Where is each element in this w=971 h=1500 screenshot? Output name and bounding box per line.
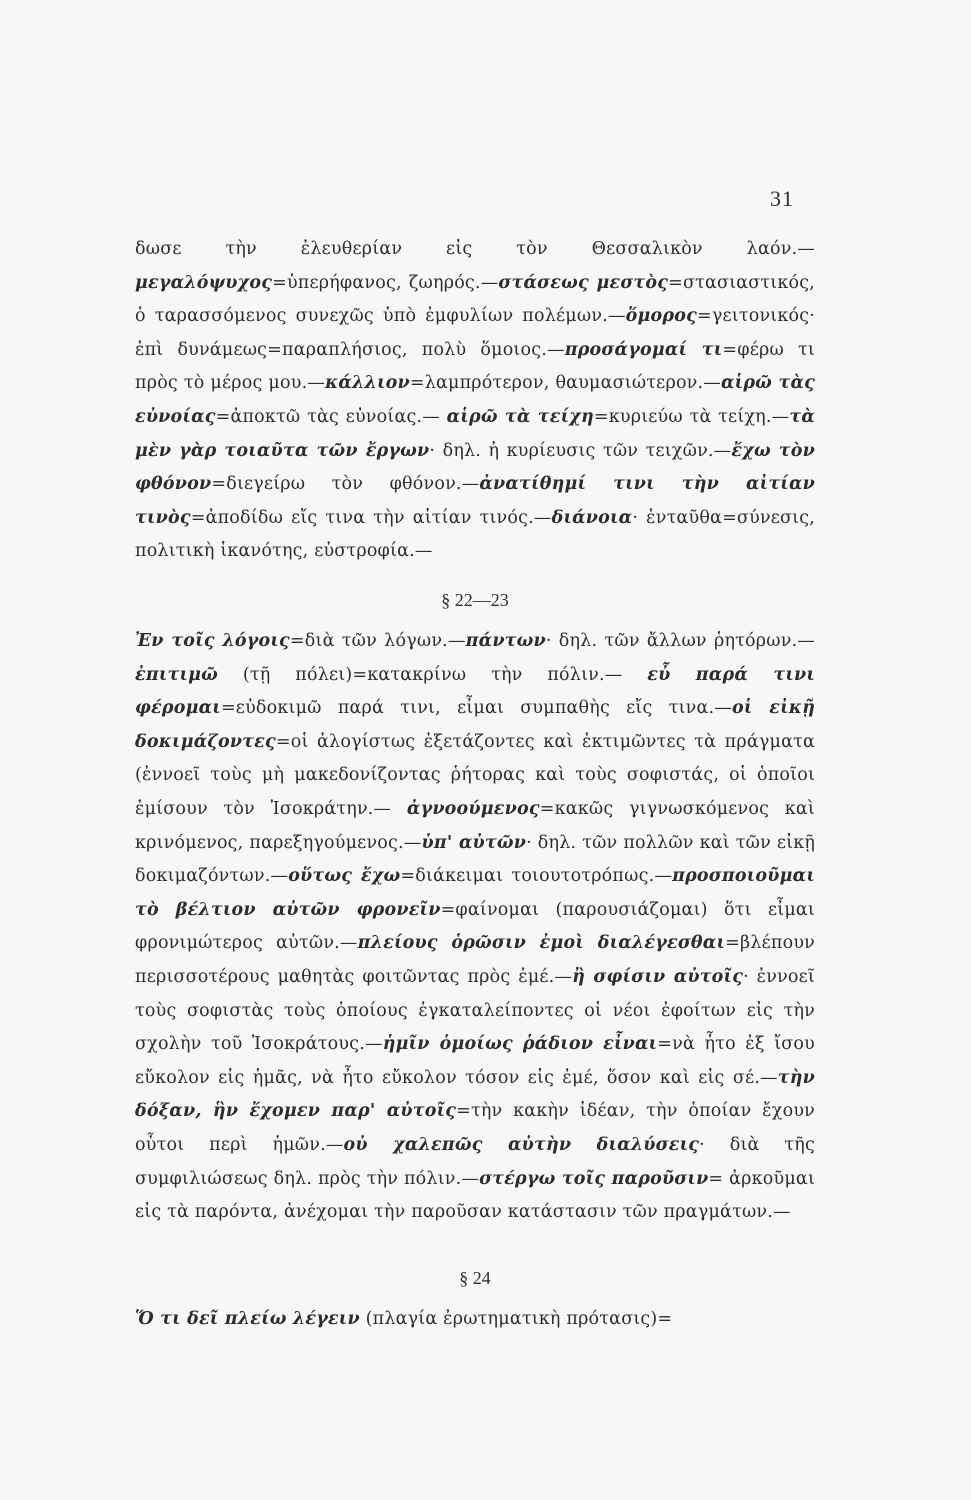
gloss: =ὑπερήφανος, ζωηρός.— bbox=[272, 272, 499, 293]
gloss: · ἐννοεῖ τοὺς σοφιστὰς τοὺς ὁποίους ἐγκαταλείποντες οἱ νέοι ἐφοίτων εἰς τὴν σχολὴν τοῦ Ἰσοκράτους.— bbox=[135, 966, 815, 1055]
lemma: αἱρῶ τὰ τείχη bbox=[446, 406, 594, 427]
gloss: =διὰ τῶν λόγων.— bbox=[289, 631, 466, 651]
lemma: στέργω τοῖς παροῦσιν bbox=[479, 1168, 709, 1189]
lemma: τὰ μὲν γὰρ τοιαῦτα τῶν ἔργων bbox=[135, 406, 815, 461]
lemma: προσάγομαί τι bbox=[564, 339, 723, 360]
gloss: (τῇ πόλει)=κατακρίνω τὴν πόλιν.— bbox=[218, 664, 648, 685]
gloss: =εὐδοκιμῶ παρά τινι, εἶμαι συμπαθὴς εἴς τινα.— bbox=[220, 698, 732, 719]
paragraph-glosses-2 bbox=[135, 625, 815, 1230]
lemma: ἀνατίθημί τινι τὴν αἰτίαν τινὸς bbox=[135, 474, 815, 528]
gloss: =κακῶς γιγνωσκόμενος καὶ κρινόμενος, παρεξηγούμενος.— bbox=[135, 798, 815, 853]
gloss: · διὰ τῆς συμφιλιώσεως δηλ. πρὸς τὴν πόλιν.— bbox=[135, 1134, 815, 1189]
lemma: πάντων bbox=[465, 631, 546, 651]
lemma: οὕτως ἔχω bbox=[288, 866, 401, 887]
lemma: ὑπ' αὐτῶν bbox=[421, 832, 527, 853]
paragraph-glosses-1 bbox=[135, 233, 815, 569]
gloss: =ἀποδίδω εἴς τινα τὴν αἰτίαν τινός.— bbox=[190, 507, 552, 528]
gloss: =φέρω τι πρὸς τὸ μέρος μου.— bbox=[135, 339, 815, 394]
lemma: οὐ χαλεπῶς αὐτὴν διαλύσεις bbox=[343, 1134, 700, 1155]
lemma: ὅμορος bbox=[625, 306, 697, 327]
lemma: ἐπιτιμῶ bbox=[135, 664, 219, 685]
lemma: κάλλιον bbox=[325, 373, 410, 394]
lemma: ἡμῖν ὁμοίως ῥάδιον εἶναι bbox=[382, 1034, 658, 1055]
gloss: =λαμπρότερον, θαυμασιώτερον.— bbox=[409, 373, 721, 394]
gloss: = ἀρκοῦμαι εἰς τὰ παρόντα, ἀνέχομαι τὴν παροῦσαν κατάστασιν τῶν πραγμάτων.— bbox=[135, 1168, 816, 1223]
gloss: =βλέπουν περισσοτέρους μαθητὰς φοιτῶντας πρὸς ἐμέ.— bbox=[135, 933, 815, 987]
lemma: οἱ εἰκῇ δοκιμάζοντες bbox=[135, 698, 815, 752]
gloss: · ἐνταῦθα=σύνεσις, πολιτικὴ ἱκανότης, εὐστροφία.— bbox=[135, 507, 815, 562]
gloss: =φαίνομαι (παρουσιάζομαι) ὅτι εἶμαι φρονιμώτερος αὐτῶν.— bbox=[135, 899, 815, 954]
lemma: τὴν δόξαν, ἣν ἔχομεν παρ' αὐτοῖς bbox=[135, 1067, 815, 1122]
lemma: διάνοια bbox=[551, 507, 633, 528]
gloss: · δηλ. τῶν ἄλλων ῥητόρων.— bbox=[545, 631, 816, 651]
lemma: αἱρῶ τὰς εὐνοίας bbox=[135, 373, 815, 427]
gloss: =οἱ ἀλογίστως ἐξετάζοντες καὶ ἐκτιμῶντες τὰ πράγματα (ἐννοεῖ τοὺς μὴ μακεδονίζοντας ῥήτορας καὶ τοὺς σοφιστάς, οἱ ὁποῖοι ἐμίσουν τὸν Ἰσοκράτην.— bbox=[135, 731, 815, 819]
gloss: δωσε τὴν ἐλευθερίαν εἰς τὸν Θεσσαλικὸν λαόν.— bbox=[135, 239, 815, 259]
page-number: 31 bbox=[770, 186, 794, 211]
lemma: πλείους ὁρῶσιν ἐμοὶ διαλέγεσθαι bbox=[357, 933, 726, 954]
gloss: =ἀποκτῶ τὰς εὐνοίας.— bbox=[215, 406, 447, 427]
lemma: στάσεως μεστὸς bbox=[498, 272, 669, 293]
gloss: =γειτονικός· ἐπὶ δυνάμεως=παραπλήσιος, πολὺ ὅμοιος.— bbox=[135, 306, 815, 360]
lemma: Ἐν τοῖς λόγοις bbox=[135, 631, 290, 651]
gloss: · δηλ. τῶν πολλῶν καὶ τῶν εἰκῇ δοκιμαζόντων.— bbox=[135, 832, 816, 887]
lemma: Ὅ τι δεῖ πλείω λέγειν bbox=[135, 1309, 360, 1329]
lemma: μεγαλόψυχος bbox=[135, 272, 273, 293]
lemma: ἢ σφίσιν αὐτοῖς bbox=[572, 966, 744, 987]
gloss: =νὰ ἦτο ἐξ ἴσου εὔκολον εἰς ἡμᾶς, νὰ ἦτο εὔκολον τόσον εἰς ἐμέ, ὅσον καὶ εἰς σέ.— bbox=[135, 1034, 815, 1088]
section-heading-24: § 24 bbox=[459, 1268, 491, 1288]
lemma: ἀγνοούμενος bbox=[406, 798, 540, 819]
lemma: εὖ παρά τινι φέρομαι bbox=[135, 664, 815, 719]
gloss: =στασιαστικός, ὁ ταρασσόμενος συνεχῶς ὑπὸ ἐμφυλίων πολέμων.— bbox=[135, 272, 815, 327]
paragraph-glosses-3 bbox=[135, 1303, 815, 1337]
gloss: =κυριεύω τὰ τείχη.— bbox=[593, 406, 790, 427]
gloss: =διεγείρω τὸν φθόνον.— bbox=[211, 474, 480, 495]
section-heading-22-23: § 22—23 bbox=[441, 590, 509, 610]
gloss: =διάκειμαι τοιουτοτρόπως.— bbox=[400, 866, 673, 887]
gloss: =τὴν κακὴν ἰδέαν, τὴν ὁποίαν ἔχουν οὗτοι περὶ ἡμῶν.— bbox=[135, 1101, 815, 1155]
lemma: προσποιοῦμαι τὸ βέλτιον αὐτῶν φρονεῖν bbox=[135, 866, 815, 920]
gloss: (πλαγία ἐρωτηματικὴ πρότασις)= bbox=[359, 1309, 673, 1329]
gloss: · δηλ. ἡ κυρίευσις τῶν τειχῶν.— bbox=[429, 440, 732, 461]
lemma: ἔχω τὸν φθόνον bbox=[135, 440, 815, 495]
